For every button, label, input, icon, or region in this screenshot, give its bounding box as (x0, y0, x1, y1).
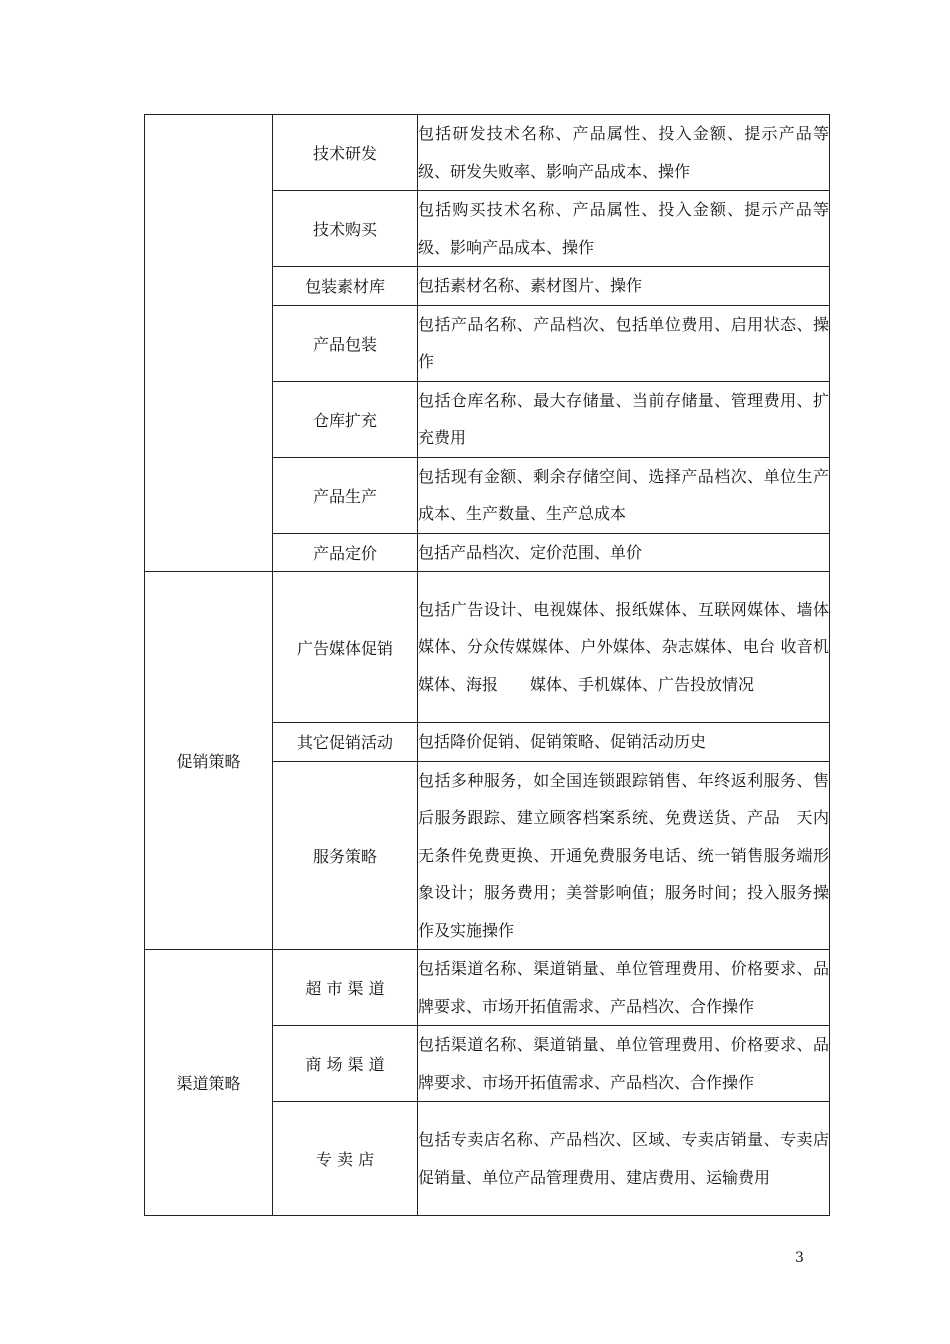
table-row (145, 950, 830, 1026)
category-cell (145, 115, 273, 572)
description-cell: 包括专卖店名称、产品档次、区域、专卖店销量、专卖店促销量、单位产品管理费用、建店费用、运输费用 (418, 1102, 830, 1216)
item-cell: 其它促销活动 (273, 723, 418, 762)
category-cell: 渠道策略 (145, 950, 273, 1216)
description-cell: 包括多种服务，如全国连锁跟踪销售、年终返利服务、售后服务跟踪、建立顾客档案系统、免费送货、产品 天内无条件免费更换、开通免费服务电话、统一销售服务端形象设计；服务费用；美誉影响值；服务时间；投入服务操作及实施操作 (418, 761, 830, 950)
item-cell: 广告媒体促销 (273, 572, 418, 723)
item-cell: 产品定价 (273, 533, 418, 572)
item-cell: 包装素材库 (273, 267, 418, 306)
description-cell: 包括渠道名称、渠道销量、单位管理费用、价格要求、品牌要求、市场开拓值需求、产品档次、合作操作 (418, 950, 830, 1026)
description-cell: 包括研发技术名称、产品属性、投入金额、提示产品等级、研发失败率、影响产品成本、操作 (418, 115, 830, 191)
description-cell: 包括现有金额、剩余存储空间、选择产品档次、单位生产成本、生产数量、生产总成本 (418, 457, 830, 533)
item-cell: 产品生产 (273, 457, 418, 533)
page-number: 3 (795, 1250, 804, 1266)
item-cell: 超 市 渠 道 (273, 950, 418, 1026)
item-cell: 仓库扩充 (273, 381, 418, 457)
description-cell: 包括渠道名称、渠道销量、单位管理费用、价格要求、品牌要求、市场开拓值需求、产品档次、合作操作 (418, 1026, 830, 1102)
item-cell: 商 场 渠 道 (273, 1026, 418, 1102)
description-cell: 包括产品名称、产品档次、包括单位费用、启用状态、操作 (418, 305, 830, 381)
description-cell: 包括素材名称、素材图片、操作 (418, 267, 830, 306)
table-row (145, 572, 830, 723)
description-cell: 包括仓库名称、最大存储量、当前存储量、管理费用、扩充费用 (418, 381, 830, 457)
item-cell: 服务策略 (273, 761, 418, 950)
table-row (145, 115, 830, 191)
item-cell: 专 卖 店 (273, 1102, 418, 1216)
description-cell: 包括购买技术名称、产品属性、投入金额、提示产品等级、影响产品成本、操作 (418, 191, 830, 267)
item-cell: 产品包装 (273, 305, 418, 381)
item-cell: 技术研发 (273, 115, 418, 191)
description-cell: 包括降价促销、促销策略、促销活动历史 (418, 723, 830, 762)
strategy-table (144, 114, 830, 1216)
description-cell: 包括产品档次、定价范围、单价 (418, 533, 830, 572)
description-cell: 包括广告设计、电视媒体、报纸媒体、互联网媒体、墙体媒体、分众传媒媒体、户外媒体、杂志媒体、电台 收音机媒体、海报 媒体、手机媒体、广告投放情况 (418, 572, 830, 723)
category-cell: 促销策略 (145, 572, 273, 950)
item-cell: 技术购买 (273, 191, 418, 267)
